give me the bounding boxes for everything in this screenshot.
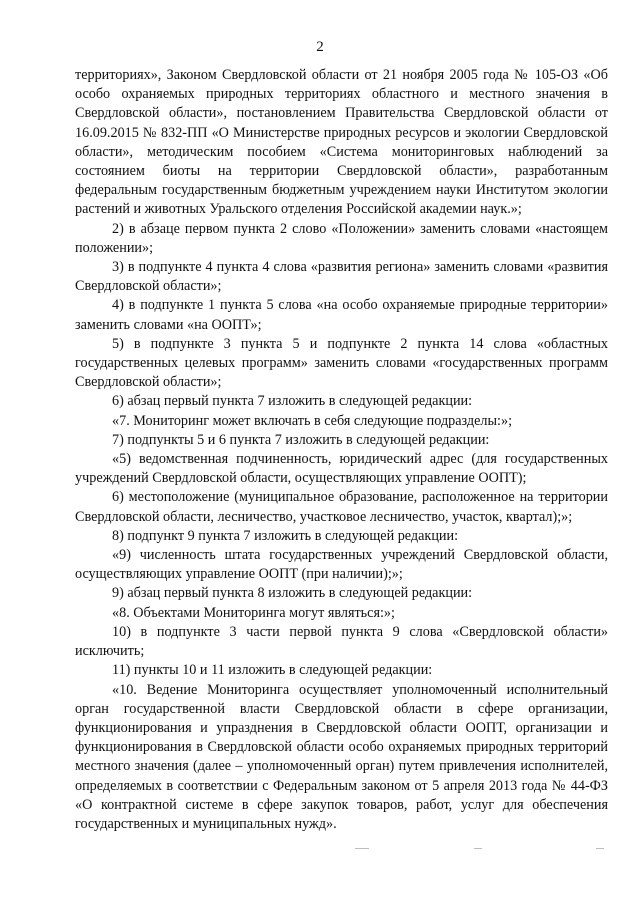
document-body (75, 66, 608, 834)
paragraph-item-8-text: «9) численность штата государственных учреждений Свердловской области, осуществляющих управление ООПТ (при наличии);»; (75, 547, 608, 583)
paragraph-item-11: 11) пункты 10 и 11 изложить в следующей редакции: (112, 662, 433, 679)
paragraph-item-9-text: «8. Объектами Мониторинга могут являться:»; (112, 604, 395, 621)
paragraph-item-6: 6) абзац первый пункта 7 изложить в следующей редакции: (112, 393, 473, 410)
paragraph-intro-continuation: территориях», Законом Свердловской области от 21 ноября 2005 года № 105-ОЗ «Об особо охраняемых природных территориях областного и местного значения в Свердловской области», постановлением Правительства Свердловской области от 16.09.2015 № 832-ПП «О Министерстве природных ресурсов и экологии Свердловской области», методическим пособием «Система мониторинговых наблюдений за состоянием биоты на территории Свердловской области», разработанным федеральным государственным бюджетным учреждением науки Институтом экологии растений и животных Уральского отделения Российской академии наук.»; (75, 67, 608, 218)
paragraph-item-2: 2) в абзаце первом пункта 2 слово «Положении» заменить словами «настоящем положении»; (75, 220, 608, 256)
scan-mark (596, 848, 604, 849)
scan-artifacts (0, 848, 640, 850)
scan-mark (474, 848, 482, 849)
paragraph-item-8: 8) подпункт 9 пункта 7 изложить в следующей редакции: (112, 527, 459, 544)
paragraph-item-11-text: «10. Ведение Мониторинга осуществляет уполномоченный исполнительный орган государственной власти Свердловской области в сфере организации, функционирования и упразднения в Свердловской области ООПТ, организации и функционирования в Свердловской области особо охраняемых природных территорий местного значения (далее – уполномоченный орган) путем привлечения исполнителей, определяемых в соответствии с Федеральным законом от 5 апреля 2013 года № 44-ФЗ «О контрактной системе в сфере закупок товаров, работ, услуг для обеспечения государственных и муниципальных нужд». (75, 681, 608, 832)
paragraph-item-7-sub-6: 6) местоположение (муниципальное образование, расположенное на территории Свердловской области, лесничество, участковое лесничество, участок, квартал);»; (75, 489, 608, 525)
paragraph-item-9: 9) абзац первый пункта 8 изложить в следующей редакции: (112, 585, 473, 602)
paragraph-item-4: 4) в подпункте 1 пункта 5 слова «на особо охраняемые природные территории» заменить словами «на ООПТ»; (75, 297, 608, 333)
scan-mark (355, 848, 369, 849)
paragraph-item-7: 7) подпункты 5 и 6 пункта 7 изложить в следующей редакции: (112, 431, 490, 448)
paragraph-item-5: 5) в подпункте 3 пункта 5 и подпункте 2 пункта 14 слова «областных государственных целевых программ» заменить словами «государственных программ Свердловской области»; (75, 335, 608, 391)
paragraph-item-7-sub-5: «5) ведомственная подчиненность, юридический адрес (для государственных учреждений Свердловской области, осуществляющих управление ООПТ); (75, 451, 608, 487)
page-number: 2 (316, 39, 324, 55)
paragraph-item-3: 3) в подпункте 4 пункта 4 слова «развития региона» заменить словами «развития Свердловской области»; (75, 259, 608, 295)
paragraph-item-6-text: «7. Мониторинг может включать в себя следующие подразделы:»; (112, 412, 513, 429)
paragraph-item-10: 10) в подпункте 3 части первой пункта 9 слова «Свердловской области» исключить; (75, 623, 608, 660)
